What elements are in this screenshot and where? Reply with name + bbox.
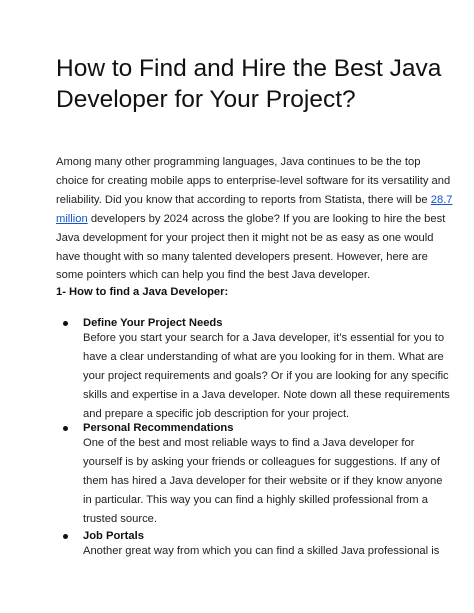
statista-link[interactable]: 28.7 [430, 193, 453, 206]
statista-link-continued[interactable]: million [56, 212, 88, 225]
list-item-title: Personal Recommendations [83, 422, 234, 434]
body-line: your project requirements and goals? Or if you are looking for any specific [83, 369, 449, 382]
bullet-icon [63, 321, 68, 326]
body-line: trusted source. [83, 512, 157, 525]
body-line: yourself is by asking your friends or colleagues for suggestions. If any of [83, 455, 440, 468]
intro-line: choice for creating mobile apps to enterprise-level software for its versatility and [56, 174, 451, 187]
title-line: Developer for Your Project? [56, 86, 356, 113]
list-item-title: Job Portals [83, 530, 144, 542]
title-line: How to Find and Hire the Best Java [56, 55, 442, 82]
body-line: Another great way from which you can find a skilled Java professional is [83, 545, 440, 557]
intro-line: Among many other programming languages, Java continues to be the top [56, 156, 421, 168]
bullet-icon [63, 534, 68, 539]
list-item-body [83, 542, 440, 561]
list-item-body [83, 434, 443, 529]
intro-line: have thought with so many talented developers present. However, here are [56, 250, 428, 263]
intro-line: some pointers which can help you find the best Java developer. [56, 269, 371, 282]
page-title [56, 53, 456, 115]
body-line: One of the best and most reliable ways to find a Java developer for [83, 437, 415, 449]
list-item-title: Define Your Project Needs [83, 317, 223, 329]
intro-line [56, 191, 453, 210]
intro-line: Java development for your project then it might not be as easy as one would [56, 231, 434, 244]
body-line: and prepare a specific job description for your project. [83, 407, 350, 420]
intro-text: reliability. Did you know that according to reports from Statista, there will be [56, 193, 431, 206]
body-line: in particular. This way you can find a highly skilled professional from a [83, 493, 428, 506]
section-heading: 1- How to find a Java Developer: [56, 286, 229, 298]
intro-paragraph [56, 153, 453, 285]
list-item-body [83, 329, 450, 424]
body-line: Before you start your search for a Java developer, it’s essential for you to [83, 332, 445, 344]
intro-text: developers by 2024 across the globe? If you are looking to hire the best [87, 212, 446, 225]
body-line: have a clear understanding of what are you looking for in them. What are [83, 350, 444, 363]
body-line: them has hired a Java developer for their website or if they know anyone [83, 474, 443, 487]
bullet-icon [63, 426, 68, 431]
intro-line [56, 210, 446, 229]
body-line: skills and expertise in a Java developer. Note down all these requirements [83, 388, 450, 401]
